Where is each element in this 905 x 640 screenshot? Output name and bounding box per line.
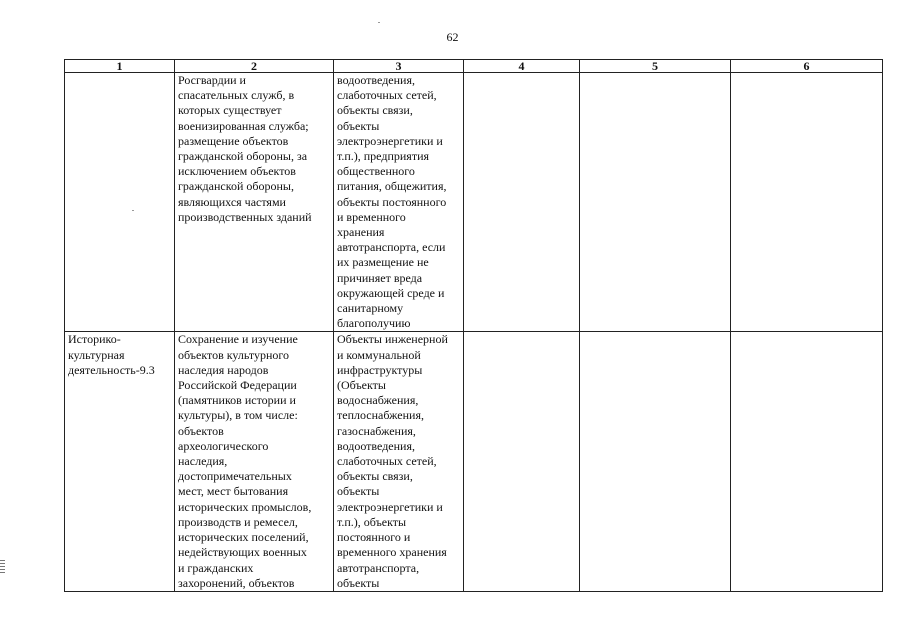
cell-col-4 [464,73,580,332]
cell-permitted-objects: Объекты инженерной и коммунальной инфраструктуры (Объекты водоснабжения, теплоснабжения, газоснабжения, водоотведения, слаботочных сетей, объекты связи, объекты электроэнергетики и т.п.), объекты постоянного и временного хранения автотранспорта, объекты [334,332,464,591]
cell-activity-description: Росгвардии и спасательных служб, в которых существует военизированная служба; размещение объектов гражданской обороны, за исключением объектов гражданской обороны, являющихся частями производственных зданий [175,73,334,332]
land-use-table [64,59,883,592]
cell-activity-name [65,73,175,332]
header-col-1: 1 [65,60,175,73]
cell-col-6 [731,73,883,332]
scan-margin-mark [0,560,5,574]
header-row [65,60,883,73]
header-col-6: 6 [731,60,883,73]
cell-permitted-objects: водоотведения, слаботочных сетей, объекты связи, объекты электроэнергетики и т.п.), предприятия общественного питания, общежития, объекты постоянного и временного хранения автотранспорта, если их размещение не причиняет вреда окружающей среде и санитарному благополучию [334,73,464,332]
page-number: 62 [446,30,459,44]
cell-col-5 [580,332,731,591]
table-row [65,332,883,591]
scan-artifact [378,22,380,23]
scan-artifact [132,210,134,211]
table-row [65,73,883,332]
header-col-4: 4 [464,60,580,73]
cell-col-4 [464,332,580,591]
cell-col-6 [731,332,883,591]
header-col-3: 3 [334,60,464,73]
header-col-2: 2 [175,60,334,73]
cell-col-5 [580,73,731,332]
cell-activity-name: Историко- культурная деятельность-9.3 [65,332,175,591]
cell-activity-description: Сохранение и изучение объектов культурного наследия народов Российской Федерации (памятников истории и культуры), в том числе: объектов археологического наследия, достопримечательных мест, мест бытования исторических промыслов, производств и ремесел, исторических поселений, недействующих военных и гражданских захоронений, объектов [175,332,334,591]
header-col-5: 5 [580,60,731,73]
